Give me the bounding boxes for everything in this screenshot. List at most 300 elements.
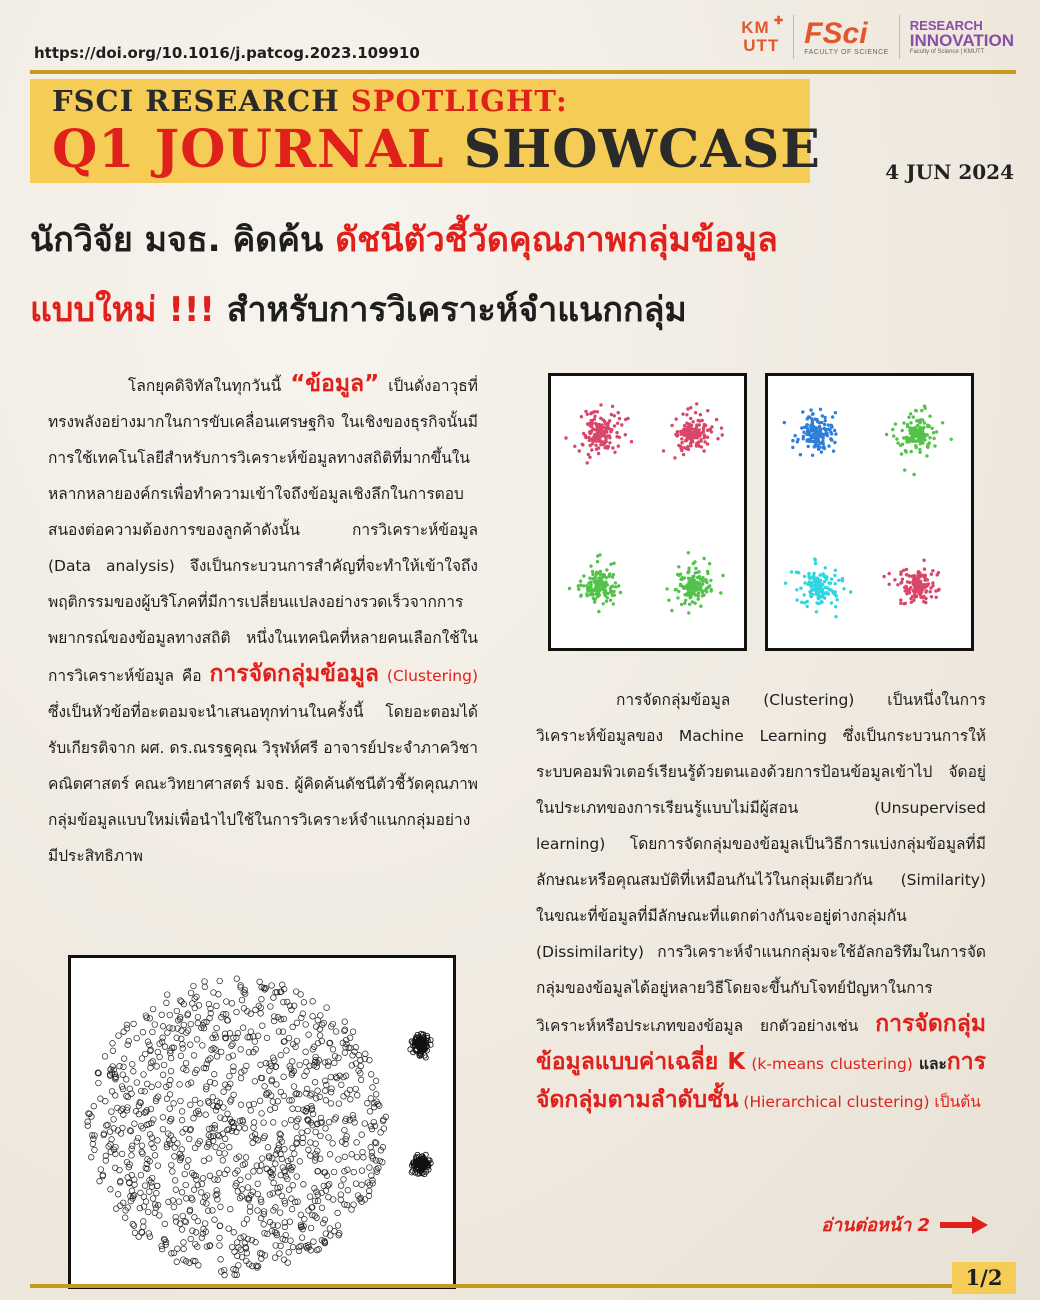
scatter-point <box>806 605 809 608</box>
scatter-point <box>168 1055 174 1061</box>
scatter-point <box>720 426 723 429</box>
scatter-point <box>935 430 938 433</box>
scatter-point <box>286 1250 292 1256</box>
scatter-point <box>261 1120 267 1126</box>
scatter-point <box>354 1154 360 1160</box>
scatter-point <box>203 1112 209 1118</box>
scatter-point <box>339 1082 345 1088</box>
cluster-plot-unlabeled <box>548 373 747 651</box>
scatter-point <box>692 575 695 578</box>
scatter-point <box>803 601 806 604</box>
scatter-point <box>699 605 702 608</box>
scatter-point <box>168 1068 174 1074</box>
scatter-point <box>921 587 924 590</box>
scatter-point <box>336 1232 342 1238</box>
scatter-point <box>269 983 275 989</box>
scatter-point <box>236 1245 242 1251</box>
scatter-point <box>888 583 891 586</box>
scatter-point <box>192 1097 198 1103</box>
scatter-point <box>677 444 680 447</box>
scatter-point <box>116 1033 122 1039</box>
scatter-point <box>310 999 316 1005</box>
scatter-point <box>97 1178 103 1184</box>
scatter-point <box>904 602 907 605</box>
scatter-point <box>925 589 928 592</box>
scatter-point <box>147 1042 153 1048</box>
scatter-point <box>680 437 683 440</box>
scatter-point <box>250 1263 256 1269</box>
scatter-point <box>694 593 697 596</box>
scatter-point <box>278 1089 284 1095</box>
scatter-point <box>888 572 891 575</box>
scatter-point <box>181 1240 187 1246</box>
scatter-point <box>618 417 621 420</box>
scatter-point <box>810 423 813 426</box>
scatter-point <box>349 1207 355 1213</box>
scatter-point <box>810 583 813 586</box>
scatter-point <box>164 1000 170 1006</box>
scatter-point <box>924 583 927 586</box>
scatter-point <box>896 441 899 444</box>
scatter-point <box>324 1082 330 1088</box>
scatter-point <box>702 593 705 596</box>
scatter-point <box>172 1145 178 1151</box>
scatter-point <box>894 422 897 425</box>
scatter-plot <box>768 376 971 648</box>
scatter-point <box>134 1139 140 1145</box>
scatter-point <box>350 1029 356 1035</box>
scatter-point <box>683 424 686 427</box>
scatter-point <box>903 468 906 471</box>
scatter-point <box>194 1037 200 1043</box>
scatter-point <box>915 446 918 449</box>
scatter-point <box>204 1201 210 1207</box>
scatter-point <box>220 1158 226 1164</box>
scatter-point <box>141 1219 147 1225</box>
scatter-point <box>832 449 835 452</box>
scatter-point <box>662 449 665 452</box>
scatter-point <box>840 578 843 581</box>
scatter-point <box>597 423 600 426</box>
scatter-point <box>899 444 902 447</box>
scatter-point <box>912 473 915 476</box>
scatter-point <box>811 593 814 596</box>
scatter-point <box>924 574 927 577</box>
scatter-point <box>236 1125 242 1131</box>
scatter-point <box>926 446 929 449</box>
scatter-point <box>202 979 208 985</box>
scatter-point <box>351 1169 357 1175</box>
scatter-point <box>706 572 709 575</box>
scatter-point <box>367 1165 373 1171</box>
scatter-point <box>257 1098 263 1104</box>
scatter-point <box>211 990 217 996</box>
scatter-point <box>593 600 596 603</box>
scatter-point <box>178 998 184 1004</box>
scatter-point <box>326 1182 332 1188</box>
scatter-point <box>178 1053 184 1059</box>
scatter-point <box>612 562 615 565</box>
scatter-point <box>900 581 903 584</box>
scatter-point <box>217 978 223 984</box>
scatter-point <box>270 1120 276 1126</box>
scatter-point <box>113 1206 119 1212</box>
scatter-point <box>817 602 820 605</box>
scatter-point <box>332 1117 338 1123</box>
scatter-point <box>190 1197 196 1203</box>
scatter-point <box>700 438 703 441</box>
scatter-point <box>359 1132 365 1138</box>
scatter-point <box>933 444 936 447</box>
scatter-point <box>815 418 818 421</box>
scatter-point <box>218 1049 224 1055</box>
scatter-point <box>191 983 197 989</box>
scatter-point <box>922 559 925 562</box>
scatter-point <box>368 1096 374 1102</box>
scatter-point <box>596 426 599 429</box>
scatter-point <box>172 1178 178 1184</box>
scatter-point <box>582 584 585 587</box>
scatter-point <box>923 567 926 570</box>
scatter-point <box>281 1257 287 1263</box>
scatter-point <box>146 1231 152 1237</box>
scatter-point <box>806 423 809 426</box>
scatter-point <box>235 1189 241 1195</box>
scatter-point <box>614 585 617 588</box>
scatter-point <box>373 1078 379 1084</box>
scatter-point <box>928 436 931 439</box>
scatter-point <box>790 570 793 573</box>
scatter-point <box>150 1059 156 1065</box>
scatter-point <box>243 1155 249 1161</box>
scatter-point <box>831 590 834 593</box>
scatter-point <box>196 1003 202 1009</box>
scatter-point <box>151 1117 157 1123</box>
scatter-point <box>908 581 911 584</box>
scatter-point <box>110 1048 116 1054</box>
scatter-point <box>323 1126 329 1132</box>
scatter-point <box>920 418 923 421</box>
scatter-point <box>238 1075 244 1081</box>
scatter-point <box>147 1016 153 1022</box>
scatter-point <box>152 1210 158 1216</box>
scatter-point <box>587 436 590 439</box>
scatter-point <box>603 591 606 594</box>
scatter-point <box>913 595 916 598</box>
scatter-point <box>130 1062 136 1068</box>
scatter-point <box>682 428 685 431</box>
scatter-point <box>312 1079 318 1085</box>
scatter-point <box>624 418 627 421</box>
scatter-point <box>188 990 194 996</box>
scatter-point <box>239 1187 245 1193</box>
scatter-point <box>928 590 931 593</box>
scatter-point <box>141 1194 147 1200</box>
scatter-point <box>192 1215 198 1221</box>
scatter-point <box>904 589 907 592</box>
scatter-point <box>591 437 594 440</box>
scatter-point <box>290 1106 296 1112</box>
scatter-point <box>830 577 833 580</box>
scatter-point <box>294 1124 300 1130</box>
scatter-point <box>683 602 686 605</box>
scatter-point <box>227 1144 233 1150</box>
scatter-point <box>125 1042 131 1048</box>
scatter-point <box>90 1141 96 1147</box>
scatter-point <box>892 434 895 437</box>
scatter-point <box>820 450 823 453</box>
scatter-point <box>232 1249 238 1255</box>
scatter-point <box>147 1234 153 1240</box>
scatter-point <box>950 438 953 441</box>
scatter-point <box>333 1115 339 1121</box>
scatter-point <box>592 593 595 596</box>
scatter-point <box>687 436 690 439</box>
scatter-point <box>138 1172 144 1178</box>
scatter-point <box>200 1043 206 1049</box>
scatter-point <box>213 1144 219 1150</box>
scatter-point <box>805 439 808 442</box>
scatter-point <box>109 1089 115 1095</box>
research-innovation-logo: RESEARCH INNOVATION Faculty of Science | KMUTT <box>909 18 1014 55</box>
scatter-point <box>176 1199 182 1205</box>
scatter-point <box>262 1084 268 1090</box>
scatter-point <box>578 449 581 452</box>
scatter-point <box>107 1129 113 1135</box>
scatter-point <box>184 1164 190 1170</box>
scatter-point <box>311 1239 317 1245</box>
scatter-point <box>298 1212 304 1218</box>
scatter-point <box>614 581 617 584</box>
scatter-point <box>134 1035 140 1041</box>
scatter-point <box>296 1248 302 1254</box>
scatter-point <box>154 1183 160 1189</box>
scatter-point <box>342 1050 348 1056</box>
scatter-point <box>281 1093 287 1099</box>
scatter-point <box>688 423 691 426</box>
scatter-point <box>242 991 248 997</box>
scatter-point <box>902 421 905 424</box>
scatter-point <box>815 610 818 613</box>
scatter-point <box>124 1093 130 1099</box>
scatter-point <box>326 1135 332 1141</box>
scatter-point <box>617 411 620 414</box>
scatter-point <box>591 442 594 445</box>
scatter-point <box>599 443 602 446</box>
scatter-point <box>708 584 711 587</box>
scatter-point <box>799 587 802 590</box>
scatter-point <box>178 1098 184 1104</box>
scatter-point <box>808 577 811 580</box>
scatter-point <box>595 448 598 451</box>
scatter-point <box>252 1039 258 1045</box>
scatter-point <box>368 1072 374 1078</box>
scatter-point <box>268 1107 274 1113</box>
scatter-point <box>686 433 689 436</box>
scatter-point <box>613 424 616 427</box>
scatter-point <box>905 585 908 588</box>
scatter-point <box>599 573 602 576</box>
scatter-point <box>195 1014 201 1020</box>
scatter-point <box>695 402 698 405</box>
scatter-point <box>200 1176 206 1182</box>
scatter-point <box>899 573 902 576</box>
scatter-point <box>294 1174 300 1180</box>
scatter-point <box>202 984 208 990</box>
scatter-point <box>290 1059 296 1065</box>
scatter-point <box>834 432 837 435</box>
scatter-point <box>816 580 819 583</box>
scatter-point <box>922 600 925 603</box>
scatter-point <box>706 429 709 432</box>
scatter-point <box>931 569 934 572</box>
scatter-point <box>689 417 692 420</box>
next-page-link[interactable]: อ่านต่อหน้า 2 <box>821 1210 988 1239</box>
scatter-point <box>687 551 690 554</box>
scatter-point <box>259 1111 265 1117</box>
scatter-point <box>222 1136 228 1142</box>
scatter-point <box>670 424 673 427</box>
scatter-point <box>827 444 830 447</box>
scatter-point <box>687 567 690 570</box>
scatter-point <box>677 590 680 593</box>
scatter-point <box>830 432 833 435</box>
scatter-point <box>802 431 805 434</box>
scatter-point <box>330 1047 336 1053</box>
scatter-point <box>597 610 600 613</box>
scatter-point <box>354 1140 360 1146</box>
scatter-point <box>827 423 830 426</box>
scatter-point <box>122 1215 128 1221</box>
scatter-point <box>160 1126 166 1132</box>
scatter-point <box>925 454 928 457</box>
scatter-point <box>609 563 612 566</box>
scatter-point <box>692 587 695 590</box>
scatter-point <box>171 1204 177 1210</box>
scatter-point <box>704 578 707 581</box>
scatter-point <box>907 589 910 592</box>
scatter-point <box>289 1206 295 1212</box>
scatter-point <box>271 995 277 1001</box>
scatter-point <box>241 1006 247 1012</box>
scatter-point <box>368 1145 374 1151</box>
scatter-point <box>220 1143 226 1149</box>
scatter-point <box>183 1182 189 1188</box>
scatter-point <box>308 1153 314 1159</box>
scatter-point <box>234 1009 240 1015</box>
scatter-point <box>319 1205 325 1211</box>
scatter-point <box>794 434 797 437</box>
scatter-point <box>803 581 806 584</box>
scatter-point <box>258 1062 264 1068</box>
scatter-point <box>928 441 931 444</box>
scatter-point <box>164 992 170 998</box>
scatter-point <box>833 574 836 577</box>
scatter-point <box>362 1121 368 1127</box>
scatter-point <box>152 1153 158 1159</box>
right-article-column: การจัดกลุ่มข้อมูล (Clustering) เป็นหนึ่งในการวิเคราะห์ข้อมูลของ Machine Learning ซึ่งเป็นกระบวนการให้ระบบคอมพิวเตอร์เรียนรู้ด้วยตนเองด้วยการป้อนข้อมูลเข้าไป จัดอยู่ในประเภทของการเรียนรู้แบบไม่มีผู้สอน (Unsupervised learning) โดยการจัดกลุ่มของข้อมูลเป็นวิธีการแบ่งกลุ่มข้อมูลที่มีลักษณะหรือคุณสมบัติที่เหมือนกันไว้ในกลุ่มเดียวกัน (Similarity) ในขณะที่ข้อมูลที่มีลักษณะที่แตกต่างกันจะอยู่ต่างกลุ่มกัน (Dissimilarity) การวิเคราะห์จำแนกกลุ่มจะใช้อัลกอริทึมในการจัดกลุ่มของข้อมูลได้อยู่หลายวิธีโดยจะขึ้นกับโจทย์ปัญหาในการวิเคราะห์หรือประเภทของข้อมูล ยกตัวอย่างเช่น การจัดกลุ่มข้อมูลแบบค่าเฉลี่ย K (k-means clustering) และการจัดกลุ่มตามลำดับชั้น (Hierarchical clustering) เป็นต้น <box>536 691 986 1113</box>
scatter-point <box>930 595 933 598</box>
scatter-point <box>136 1234 142 1240</box>
scatter-point <box>585 584 588 587</box>
scatter-point <box>180 1046 186 1052</box>
scatter-point <box>225 1167 231 1173</box>
scatter-point <box>697 570 700 573</box>
scatter-point <box>930 573 933 576</box>
scatter-point <box>261 1135 267 1141</box>
scatter-point <box>837 579 840 582</box>
scatter-point <box>322 1078 328 1084</box>
scatter-point <box>290 1145 296 1151</box>
cluster-density-figure <box>68 955 456 1289</box>
scatter-point <box>196 1263 202 1269</box>
scatter-point <box>282 1121 288 1127</box>
scatter-point <box>824 566 827 569</box>
scatter-point <box>162 1221 168 1227</box>
scatter-point <box>688 603 691 606</box>
scatter-point <box>124 1077 130 1083</box>
scatter-point <box>241 1221 247 1227</box>
scatter-point <box>899 602 902 605</box>
scatter-point <box>834 605 837 608</box>
scatter-point <box>590 448 593 451</box>
scatter-point <box>675 434 678 437</box>
scatter-point <box>91 1103 97 1109</box>
scatter-point <box>199 1235 205 1241</box>
scatter-point <box>902 569 905 572</box>
scatter-point <box>303 1022 309 1028</box>
scatter-point <box>694 427 697 430</box>
scatter-point <box>238 1102 244 1108</box>
scatter-point <box>281 999 287 1005</box>
scatter-point <box>224 999 230 1005</box>
doi-link[interactable]: https://doi.org/10.1016/j.patcog.2023.109910 <box>34 44 420 62</box>
scatter-point <box>709 579 712 582</box>
scatter-point <box>931 584 934 587</box>
scatter-point <box>573 445 576 448</box>
scatter-point <box>211 1046 217 1052</box>
scatter-point <box>891 428 894 431</box>
scatter-point <box>340 1040 346 1046</box>
scatter-point <box>315 1017 321 1023</box>
scatter-point <box>217 1150 223 1156</box>
scatter-point <box>344 1091 350 1097</box>
scatter-point <box>183 1060 189 1066</box>
scatter-point <box>927 582 930 585</box>
banner-line-1: FSCI RESEARCH SPOTLIGHT: <box>52 84 568 118</box>
kmutt-logo: KM UTT ✚ <box>741 15 784 55</box>
scatter-point <box>307 1063 313 1069</box>
scatter-point <box>175 1246 181 1252</box>
scatter-point <box>721 574 724 577</box>
scatter-point <box>85 1123 91 1129</box>
scatter-point <box>150 1196 156 1202</box>
scatter-point <box>687 570 690 573</box>
scatter-point <box>611 585 614 588</box>
scatter-point <box>611 405 614 408</box>
scatter-point <box>597 452 600 455</box>
scatter-point <box>265 1145 271 1151</box>
scatter-point <box>937 589 940 592</box>
scatter-point <box>703 557 706 560</box>
scatter-point <box>807 445 810 448</box>
scatter-point <box>251 1169 257 1175</box>
scatter-point <box>288 1117 294 1123</box>
scatter-point <box>601 588 604 591</box>
scatter-point <box>598 584 601 587</box>
scatter-point <box>350 1116 356 1122</box>
scatter-point <box>186 1136 192 1142</box>
